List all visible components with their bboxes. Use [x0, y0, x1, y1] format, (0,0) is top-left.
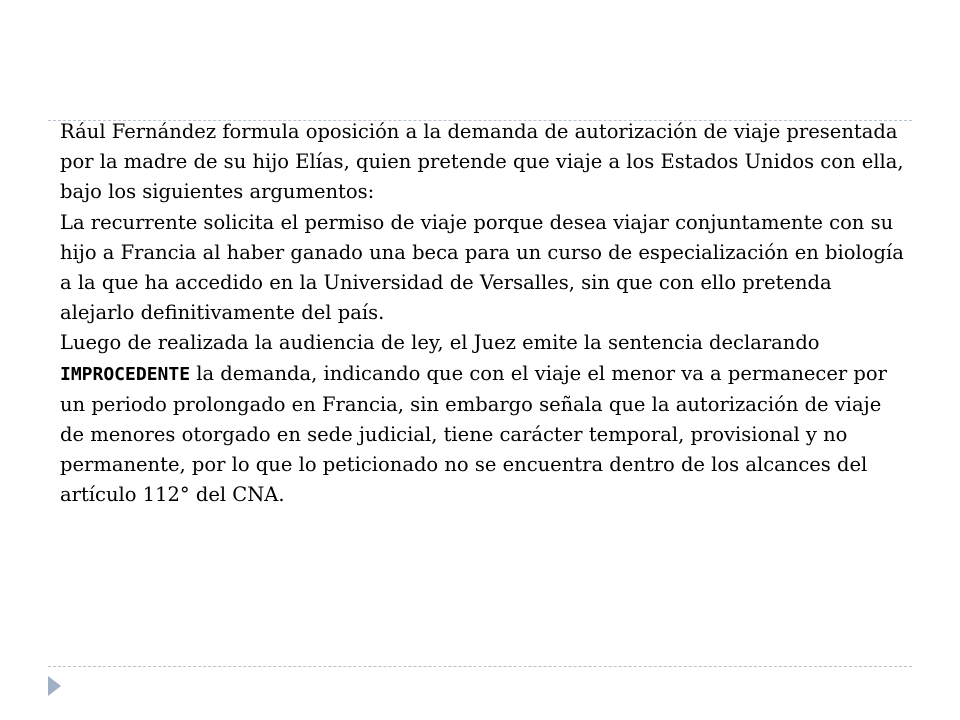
ruling-text-end: la demanda, indicando que con el viaje el menor va a permanecer por un periodo prolongado en Francia, sin embargo señala que la autorización de viaje de menores otorgado en sede judicial, tiene carácter temporal, provisional y no permanente, por lo que lo peticionado no se encuentra dentro de los alcances del artículo 112° del CNA. — [60, 361, 887, 507]
paragraph-ruling — [60, 328, 910, 510]
bottom-divider — [48, 666, 912, 667]
ruling-keyword: IMPROCEDENTE — [60, 363, 191, 385]
ruling-text-start: Luego de realizada la audiencia de ley, el Juez emite la sentencia declarando — [60, 331, 820, 355]
slide-body — [60, 117, 910, 511]
paragraph-opposition: Rául Fernández formula oposición a la demanda de autorización de viaje presentada por la madre de su hijo Elías, quien pretende que viaje a los Estados Unidos con ella, bajo los siguientes argumentos: — [60, 120, 904, 204]
paragraph-arguments: La recurrente solicita el permiso de viaje porque desea viajar conjuntamente con su hijo a Francia al haber ganado una beca para un curso de especialización en biología a la que ha accedido en la Universidad de Versalles, sin que con ello pretenda alejarlo definitivamente del país. — [60, 210, 904, 325]
triangle-right-icon — [48, 676, 61, 696]
